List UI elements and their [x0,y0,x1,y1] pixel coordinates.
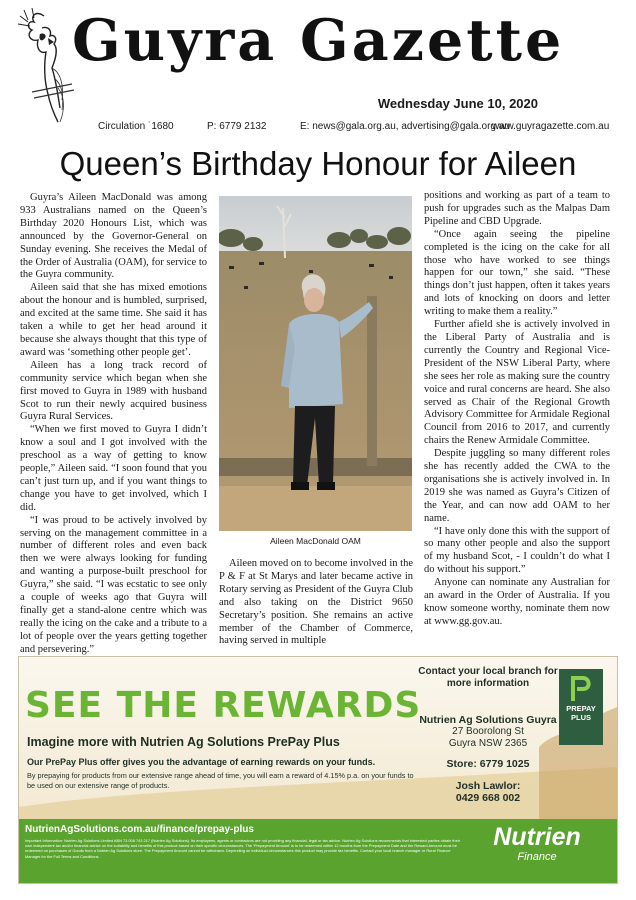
prepay-p-icon [568,675,594,703]
fine-print: Important Information: Nutrien Ag Solutions Limited ABN 73 008 743 217 (Nutrien Ag Solutions). Its employees, agents or contractors are not providing any financial, legal or tax advice. Nutrien Ag Solutions recommends that interested parties obtain their own independent tax and/or financial advice on the suitability and benefits of this product based on their specific circumstances. The ‘Prepayment Amount’ is to be redeemed within 12 months from the Prepayment Date and the Reward Amount must be redeemed on purchases of Goods from a Nutrien Ag Solutions store. The Prepayment Amount cannot be withdrawn. Depending on individual circumstances this product may provide tax benefits. Contact your local branch manager or Rural Finance Manager for the Full Terms and Conditions. [25,838,460,859]
ad-offer: Our PrePay Plus offer gives you the advantage of earning rewards on your funds. [27,757,376,767]
address-line-2: Guyra NSW 2365 [448,738,528,749]
article-photo [219,196,412,531]
masthead-title: Guyra Gazette [72,7,565,74]
circulation: Circulation ˙1680 [98,121,174,132]
prepay-plus-badge [559,669,603,745]
article-column-1 [20,192,207,657]
paragraph: Guyra’s Aileen MacDonald was among 933 Australians named on the Queen’s Birthday 2020 Honours List, which was announced by the Governor-General on Sunday evening. She receives the Medal of the Order of Australia (OAM), for service to the Guyra community. [20,192,207,281]
nutrien-wordmark: Nutrien [493,823,581,851]
paragraph: Despite juggling so many different roles she has recently added the CWA to the organisations she is actively involved in. In 2019 she was named as Guyra’s Citizen of the Year, and can now add OAM to her name. [424,448,610,524]
article-headline: Queen’s Birthday Honour for Aileen [59,145,577,182]
ad-footer-bar [19,819,617,883]
address-line-1: 27 Boorolong St [452,726,524,737]
article-column-3 [424,190,610,629]
paragraph: Anyone can nominate any Australian for an award in the Order of Australia. If you know someone worthy, nominate them now at www.gg.gov.au. [424,577,610,627]
contact-heading: Contact your local branch for more information [418,666,558,689]
issue-date: Wednesday June 10, 2020 [377,96,538,111]
phone-number: P: 6779 2132 [207,121,267,132]
aileen-photo-image [219,196,412,531]
prepay-plus-link[interactable]: NutrienAgSolutions.com.au/finance/prepay-plus [25,824,254,835]
photo-caption: Aileen MacDonald OAM [270,536,361,546]
masthead [0,0,636,140]
prepay-plus-label: PREPAY PLUS [566,704,596,722]
article-column-2 [219,558,413,648]
nutrien-finance-logo [467,823,607,863]
finance-wordmark: Finance [517,851,557,863]
branch-name: Nutrien Ag Solutions Guyra [419,714,557,726]
email-addresses: E: news@gala.org.au, advertising@gala.org.au [300,121,510,132]
paragraph: positions and working as part of a team to push for upgrades such as the Malpas Dam Pipeline and CBD Upgrade. [424,190,610,227]
ad-subheadline: Imagine more with Nutrien Ag Solutions PrePay Plus [27,735,340,749]
ad-body: By prepaying for products from our extensive range ahead of time, you will earn a reward of 4.15% p.a. on your funds to be used on our extensive range of products. [27,771,414,790]
ad-headline: SEE THE REWARDS [25,685,422,726]
paragraph: “I was proud to be actively involved by serving on the management committee in a number of different roles and even back then we were always looking for funding and wanting a purpose-built preschool for Guyra,” she said. “I was ecstatic to see only a couple of weeks ago that Guyra will finally get a stand-alone centre which was really the icing on the cake and a tribute to a lot of people over the years getting together and persevering.” [20,514,207,655]
paragraph: Aileen moved on to become involved in the P & F at St Marys and later became active in Rotary serving as President of the Guyra Club and also taking on the District 9650 Secretary’s position. She remains an active member of the Chamber of Commerce, having served in multiple [219,558,413,647]
paragraph: “I have only done this with the support of so many other people and also the support of my husband Scot, - I couldn’t do what I do without his support.” [424,525,610,576]
contact-name: Josh Lawlor: [455,780,521,792]
website-link[interactable]: www.guyragazette.com.au [492,121,610,132]
branch-contact [413,666,563,804]
store-phone: Store: 6779 1025 [446,758,530,770]
contact-bar [0,118,636,136]
nutrien-advertisement[interactable] [18,656,618,884]
contact-phone: 0429 668 002 [455,792,521,804]
paragraph: “When we first moved to Guyra I didn’t know a soul and I got involved with the preschool as a way of getting to know people,” Aileen said. “I soon found that you can’t just turn up, and if you want things to change you have to get involved, which I did. [20,424,207,513]
paragraph: “Once again seeing the pipeline completed is the icing on the cake for all those who have worked to see things happen for our town,” she said. “These things don’t just happen, often it takes years and lots of knocking on doors and letter writing to make them a reality.” [424,228,610,318]
paragraph: Aileen has a long track record of community service which began when she first moved to Guyra in 1989 with husband Scot to run their newly acquired business Guyra Rural Services. [20,359,207,423]
paragraph: Aileen said that she has mixed emotions about the honour and is humbled, surprised, and excited at the same time. She said it has taken a while to get her head around it because she always thought that this type of award was ‘something other people get’. [20,282,207,358]
paragraph: Further afield she is actively involved in the Liberal Party of Australia and is currently the Country and Regional Vice-President of the NSW Liberal Party, where she sees her role as making sure the country voice and rural concerns are heard. She also served as Chair of the Regional Growth Advisory Committee for Armidale Regional Council from 2016 to 2017, and currently chairs the Renew Armidale Committee. [424,319,610,447]
